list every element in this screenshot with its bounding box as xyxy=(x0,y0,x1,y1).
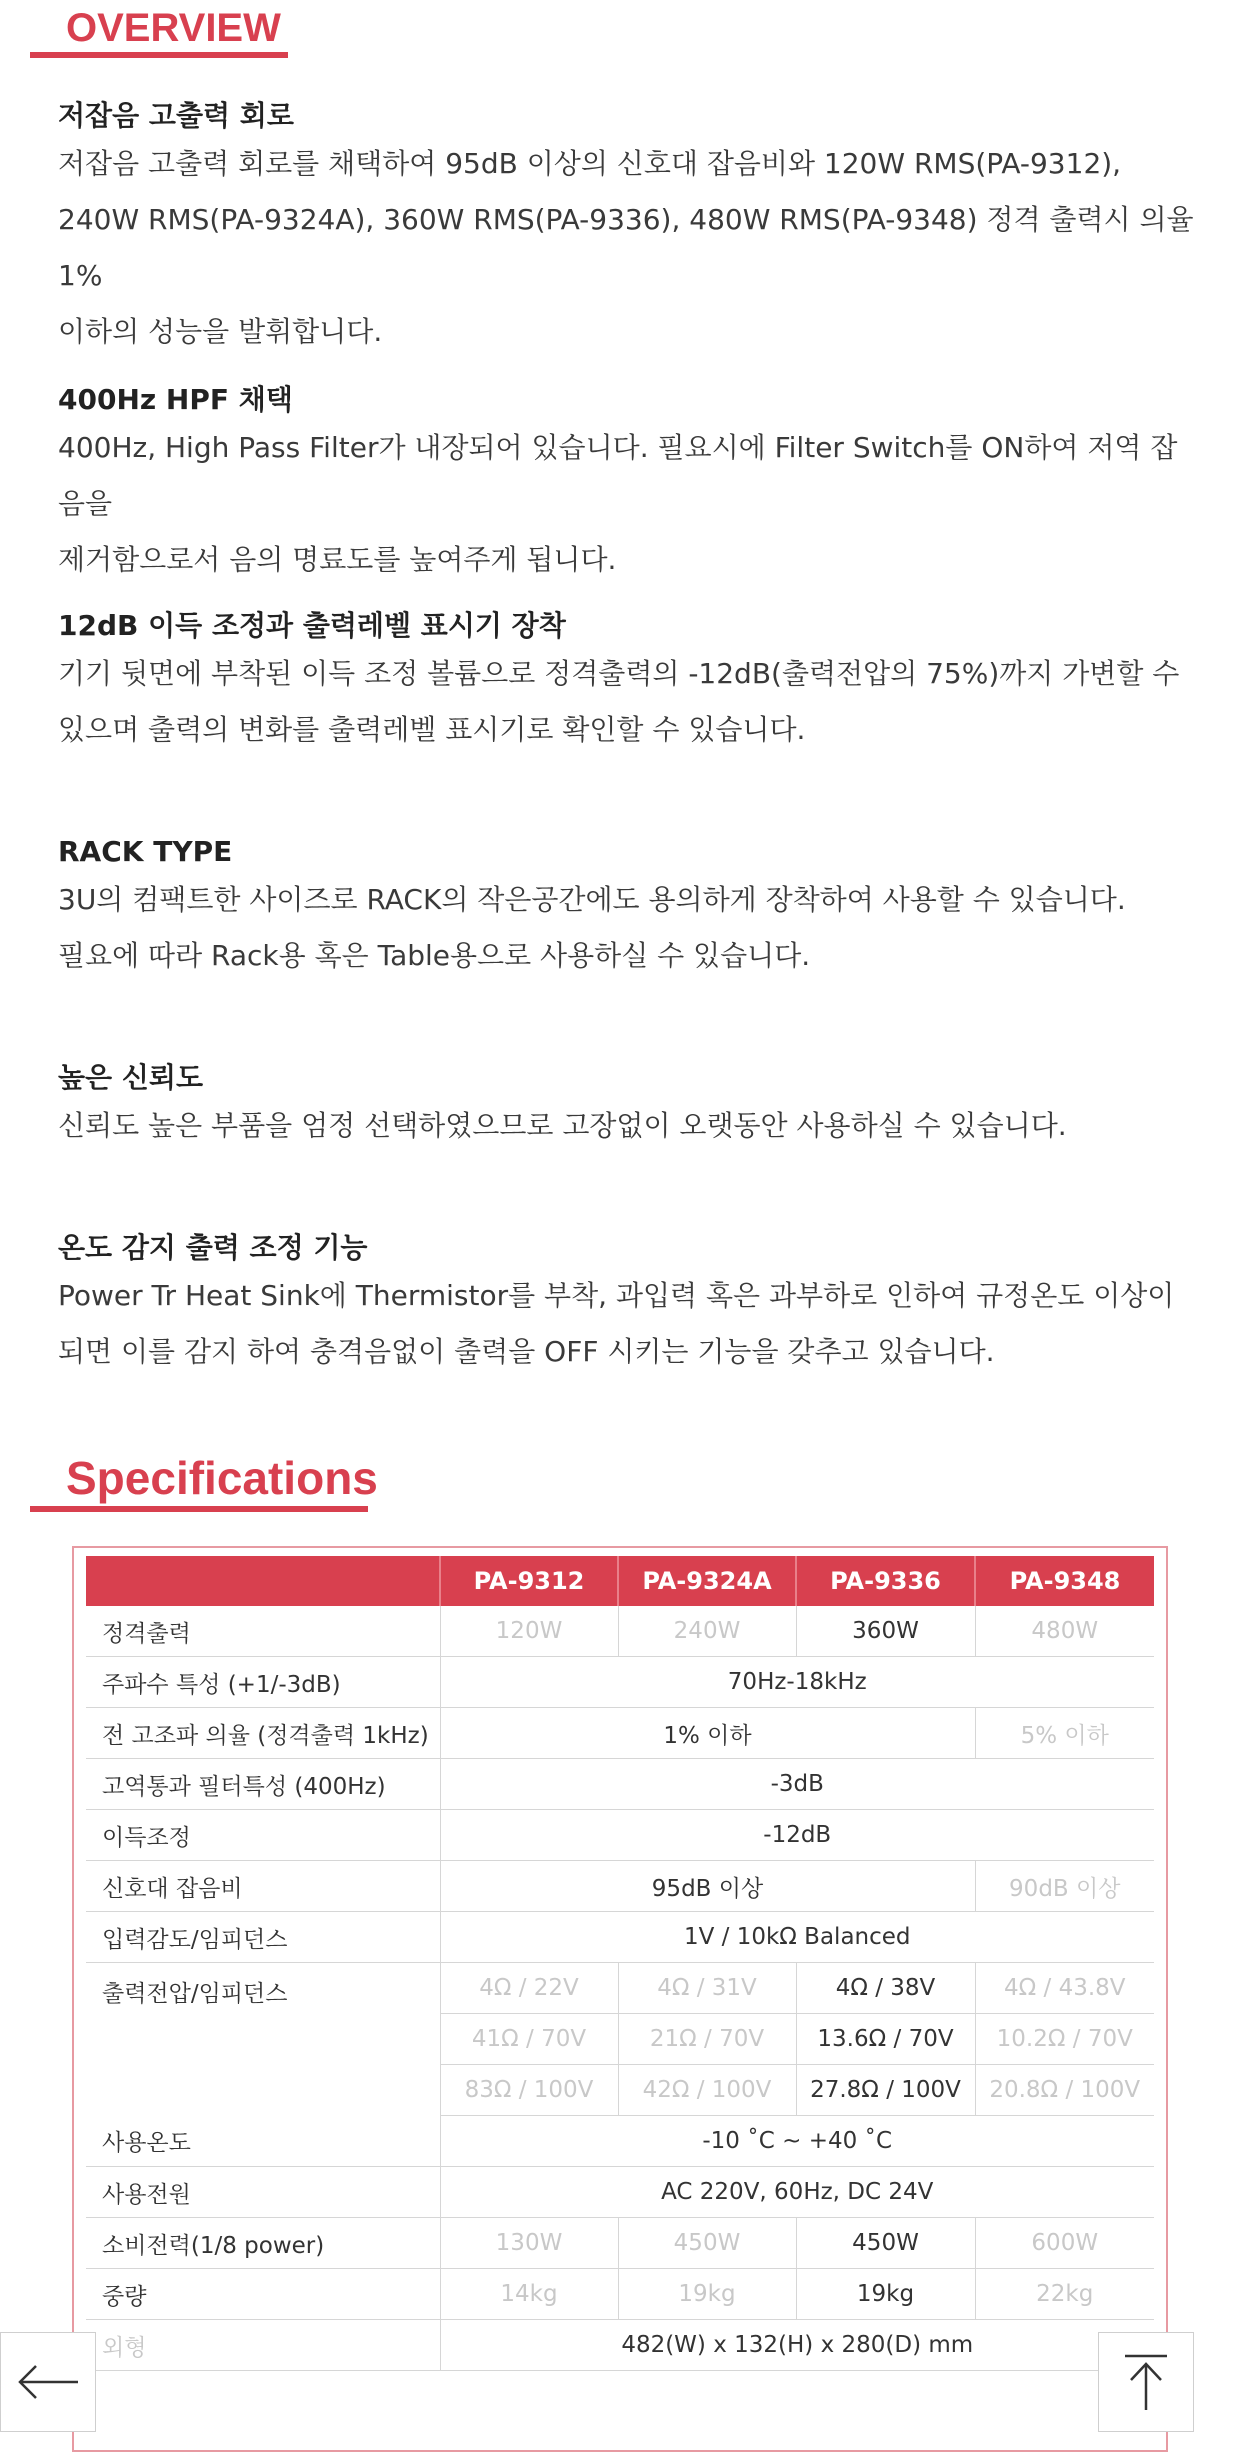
spec-label: 주파수 특성 (+1/-3dB) xyxy=(86,1657,440,1708)
spec-value: -10 ˚C ~ +40 ˚C xyxy=(440,2116,1154,2167)
spec-label: 정격출력 xyxy=(86,1606,440,1657)
spec-value: -3dB xyxy=(440,1759,1154,1810)
scroll-top-button[interactable] xyxy=(1098,2332,1194,2432)
spec-value: 14kg xyxy=(440,2269,618,2320)
spec-label: 이득조정 xyxy=(86,1810,440,1861)
table-row xyxy=(86,1912,1154,1963)
spec-value: 600W xyxy=(975,2218,1154,2269)
feature-title: RACK TYPE xyxy=(58,835,233,868)
spec-value: 27.8Ω / 100V xyxy=(796,2065,975,2116)
feature-reliability xyxy=(58,1058,1198,1154)
spec-label: 입력감도/임피던스 xyxy=(86,1912,440,1963)
feature-title: 12dB 이득 조정과 출력레벨 표시기 장착 xyxy=(58,609,566,642)
model-header: PA-9312 xyxy=(440,1556,618,1606)
spec-value: 10.2Ω / 70V xyxy=(975,2014,1154,2065)
feature-text: 400Hz, High Pass Filter가 내장되어 있습니다. 필요시에 Filter Switch를 ON하여 저역 잡음을 xyxy=(58,431,1178,520)
table-row xyxy=(86,1963,1154,2014)
table-row xyxy=(86,2116,1154,2167)
spec-value: 19kg xyxy=(618,2269,796,2320)
feature-text: 3U의 컴팩트한 사이즈로 RACK의 작은공간에도 용의하게 장착하여 사용할 수 있습니다. xyxy=(58,883,1126,916)
overview-heading xyxy=(30,0,281,56)
spec-value: 95dB 이상 xyxy=(440,1861,975,1912)
arrow-left-icon xyxy=(16,2362,80,2402)
spec-value: 22kg xyxy=(975,2269,1154,2320)
table-row xyxy=(86,1606,1154,1657)
spec-value: 19kg xyxy=(796,2269,975,2320)
overview-underline xyxy=(30,52,288,58)
feature-text: 기기 뒷면에 부착된 이득 조정 볼륨으로 정격출력의 -12dB(출력전압의 75%)까지 가변할 수 xyxy=(58,657,1180,690)
feature-low-noise xyxy=(58,96,1198,360)
spec-value: 13.6Ω / 70V xyxy=(796,2014,975,2065)
table-row xyxy=(86,2269,1154,2320)
spec-value: 130W xyxy=(440,2218,618,2269)
spec-value: 5% 이하 xyxy=(975,1708,1154,1759)
spec-table xyxy=(86,1556,1154,2371)
table-row xyxy=(86,2218,1154,2269)
specifications-underline xyxy=(30,1506,368,1512)
specifications-heading xyxy=(30,1446,378,1510)
spec-value: 4Ω / 31V xyxy=(618,1963,796,2014)
feature-title: 온도 감지 출력 조정 기능 xyxy=(58,1231,368,1264)
table-row xyxy=(86,1657,1154,1708)
spec-value: 480W xyxy=(975,1606,1154,1657)
table-row xyxy=(86,1708,1154,1759)
spec-value: 90dB 이상 xyxy=(975,1861,1154,1912)
spec-value: 20.8Ω / 100V xyxy=(975,2065,1154,2116)
feature-title: 저잡음 고출력 회로 xyxy=(58,99,294,132)
feature-hpf xyxy=(58,380,1198,588)
overview-title: OVERVIEW xyxy=(66,6,281,50)
model-header: PA-9324A xyxy=(618,1556,796,1606)
spec-header-blank xyxy=(86,1556,440,1606)
spec-value: AC 220V, 60Hz, DC 24V xyxy=(440,2167,1154,2218)
spec-value: 120W xyxy=(440,1606,618,1657)
spec-value: 1% 이하 xyxy=(440,1708,975,1759)
spec-value: 4Ω / 22V xyxy=(440,1963,618,2014)
table-row xyxy=(86,1810,1154,1861)
spec-value: 41Ω / 70V xyxy=(440,2014,618,2065)
spec-label: 사용전원 xyxy=(86,2167,440,2218)
feature-text: 있으며 출력의 변화를 출력레벨 표시기로 확인할 수 있습니다. xyxy=(58,713,806,746)
spec-value: -12dB xyxy=(440,1810,1154,1861)
spec-value: 360W xyxy=(796,1606,975,1657)
spec-label: 고역통과 필터특성 (400Hz) xyxy=(86,1759,440,1810)
feature-rack-type xyxy=(58,832,1198,984)
back-button[interactable] xyxy=(0,2332,96,2432)
spec-value: 83Ω / 100V xyxy=(440,2065,618,2116)
spec-value: 482(W) x 132(H) x 280(D) mm xyxy=(440,2320,1154,2371)
table-row xyxy=(86,2167,1154,2218)
spec-label: 전 고조파 의율 (정격출력 1kHz) xyxy=(86,1708,440,1759)
spec-header-row xyxy=(86,1556,1154,1606)
feature-gain-control xyxy=(58,606,1198,758)
spec-label: 소비전력(1/8 power) xyxy=(86,2218,440,2269)
spec-label: 출력전압/임피던스 xyxy=(86,1963,440,2116)
arrow-up-to-top-icon xyxy=(1121,2352,1171,2412)
feature-text: 저잡음 고출력 회로를 채택하여 95dB 이상의 신호대 잡음비와 120W RMS(PA-9312), xyxy=(58,147,1122,180)
feature-title: 400Hz HPF 채택 xyxy=(58,383,293,416)
spec-value: 42Ω / 100V xyxy=(618,2065,796,2116)
spec-value: 4Ω / 43.8V xyxy=(975,1963,1154,2014)
feature-text: 되면 이를 감지 하여 충격음없이 출력을 OFF 시키는 기능을 갖추고 있습니다. xyxy=(58,1335,995,1368)
spec-value: 240W xyxy=(618,1606,796,1657)
feature-text: Power Tr Heat Sink에 Thermistor를 부착, 과입력 혹은 과부하로 인하여 규정온도 이상이 xyxy=(58,1279,1175,1312)
spec-label: 신호대 잡음비 xyxy=(86,1861,440,1912)
model-header: PA-9348 xyxy=(975,1556,1154,1606)
feature-text: 이하의 성능을 발휘합니다. xyxy=(58,315,383,348)
spec-label: 중량 xyxy=(86,2269,440,2320)
spec-label: 사용온도 xyxy=(86,2116,440,2167)
feature-thermal-protection xyxy=(58,1228,1198,1380)
spec-value: 450W xyxy=(618,2218,796,2269)
spec-value: 4Ω / 38V xyxy=(796,1963,975,2014)
spec-label: 외형 xyxy=(86,2320,440,2371)
feature-text: 필요에 따라 Rack용 혹은 Table용으로 사용하실 수 있습니다. xyxy=(58,939,811,972)
specifications-title: Specifications xyxy=(66,1452,378,1504)
table-row xyxy=(86,1861,1154,1912)
feature-title: 높은 신뢰도 xyxy=(58,1061,203,1094)
model-header: PA-9336 xyxy=(796,1556,975,1606)
spec-value: 1V / 10kΩ Balanced xyxy=(440,1912,1154,1963)
spec-value: 21Ω / 70V xyxy=(618,2014,796,2065)
spec-value: 450W xyxy=(796,2218,975,2269)
table-row xyxy=(86,1759,1154,1810)
spec-value: 70Hz-18kHz xyxy=(440,1657,1154,1708)
feature-text: 240W RMS(PA-9324A), 360W RMS(PA-9336), 480W RMS(PA-9348) 정격 출력시 의율 1% xyxy=(58,203,1194,292)
feature-text: 신뢰도 높은 부품을 엄정 선택하였으므로 고장없이 오랫동안 사용하실 수 있습니다. xyxy=(58,1109,1067,1142)
feature-text: 제거함으로서 음의 명료도를 높여주게 됩니다. xyxy=(58,543,617,576)
table-row xyxy=(86,2320,1154,2371)
